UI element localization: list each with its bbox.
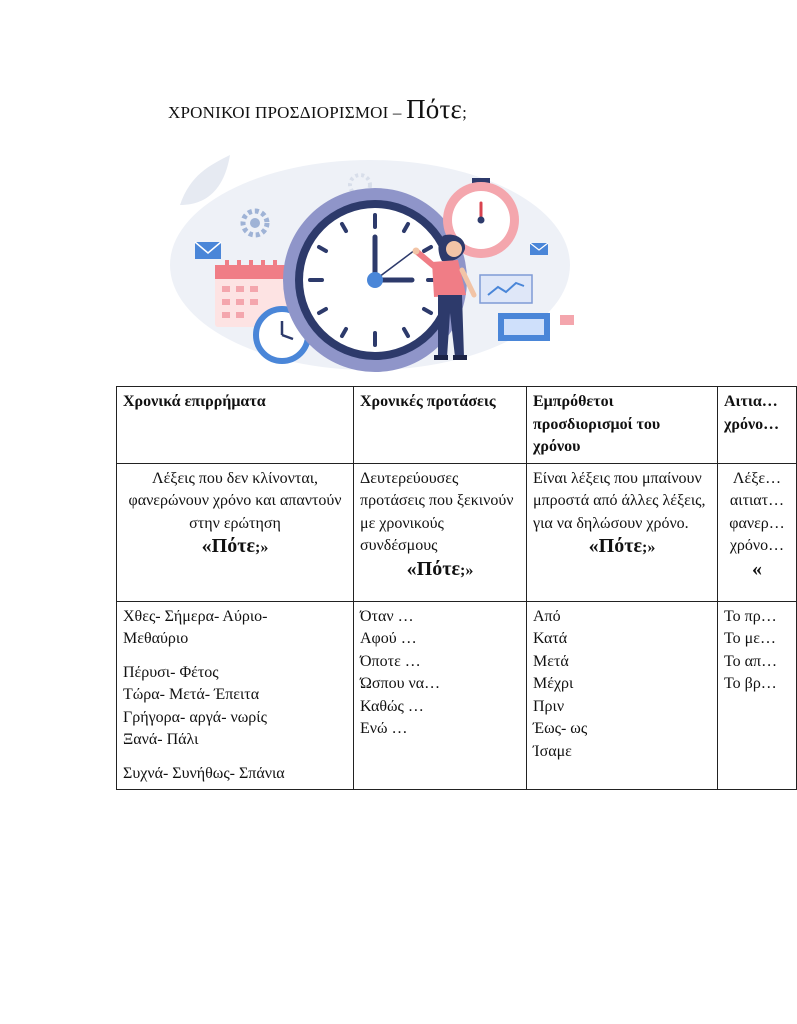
question-label: «Πότε;» <box>201 535 269 557</box>
table-header-row <box>117 387 797 464</box>
example-item: Καθώς … <box>360 697 424 715</box>
header-cell: Χρονικές προτάσεις <box>354 387 527 464</box>
question-label: «Πότε;» <box>406 557 474 580</box>
question-label: « <box>752 557 762 580</box>
example-item: Το με… <box>724 630 776 647</box>
example-item: Συχνά- Συνήθως- Σπάνια <box>123 764 285 782</box>
description-cell <box>527 463 718 601</box>
description-text: Λέξεις που δεν κλίνονται, φανερώνουν χρόνο και απαντούν στην ερώτηση <box>128 469 342 532</box>
table-row-description <box>117 463 797 601</box>
description-text: Λέξε… αιτιατ… φανερ… χρόνο… <box>729 469 785 554</box>
header-cell: Αιτια… χρόνο… <box>718 387 797 464</box>
example-item: Το βρ… <box>724 675 777 692</box>
envelope-icon <box>195 242 221 259</box>
example-item: Το απ… <box>724 652 778 670</box>
description-text: Είναι λέξεις που μπαίνουν μπροστά από άλλες λέξεις, για να δηλώσουν χρόνο. <box>533 469 706 532</box>
example-item: Γρήγορα- αργά- νωρίς <box>123 708 267 726</box>
header-cell: Χρονικά επιρρήματα <box>117 387 354 464</box>
examples-cell <box>117 601 354 790</box>
question-label: «Πότε;» <box>588 535 656 557</box>
example-item: Ίσαμε <box>533 742 572 760</box>
example-item: Αφού … <box>360 630 417 647</box>
example-item: Μετά <box>533 652 569 670</box>
example-item: Ώσπου να… <box>360 675 441 692</box>
example-item: Πριν <box>533 697 565 715</box>
title-suffix: ; <box>462 103 468 122</box>
table-row-examples <box>117 601 797 790</box>
example-item: Όταν … <box>360 607 414 625</box>
title-question-word: Πότε <box>406 94 463 124</box>
example-item: Χθες- Σήμερα- Αύριο- <box>123 607 268 625</box>
example-item: Από <box>533 607 561 625</box>
example-item: Τώρα- Μετά- Έπειτα <box>123 686 260 703</box>
page-title <box>168 94 467 125</box>
example-item: Ενώ … <box>360 720 408 737</box>
example-item: Πέρυσι- Φέτος <box>123 663 219 681</box>
description-cell <box>117 463 354 601</box>
clock-illustration <box>170 145 590 370</box>
title-prefix: ΧΡΟΝΙΚΟΙ ΠΡΟΣΔΙΟΡΙΣΜΟΙ – <box>168 103 407 122</box>
description-cell <box>718 463 797 601</box>
description-text: Δευτερεύουσες προτάσεις που ξεκινούν με χρονικούς συνδέσμους <box>360 469 514 554</box>
example-item: Όποτε … <box>360 652 421 670</box>
examples-cell <box>354 601 527 790</box>
example-item: Κατά <box>533 630 568 647</box>
document-card-icon <box>498 313 574 341</box>
examples-cell <box>527 601 718 790</box>
example-item: Μέχρι <box>533 675 574 692</box>
example-item: Μεθαύριο <box>123 630 189 647</box>
description-cell <box>354 463 527 601</box>
example-item: Ξανά- Πάλι <box>123 731 199 748</box>
example-item: Το πρ… <box>724 607 777 625</box>
chart-card-icon <box>480 275 532 303</box>
time-expressions-table <box>116 386 797 790</box>
header-cell: Εμπρόθετοι προσδιορισμοί του χρόνου <box>527 387 718 464</box>
example-item: Έως- ως <box>533 720 588 737</box>
examples-cell <box>718 601 797 790</box>
envelope-icon <box>530 243 548 255</box>
